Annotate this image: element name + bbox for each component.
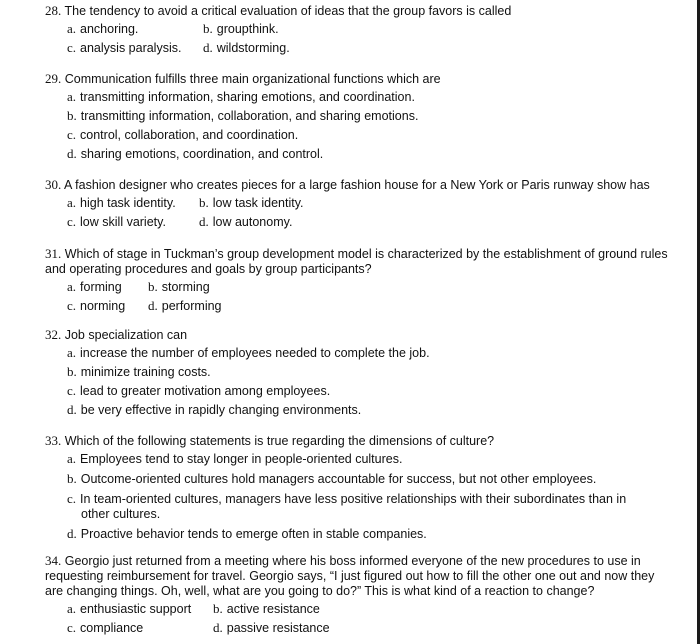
options-row <box>67 212 685 231</box>
option-a[interactable] <box>67 87 415 107</box>
option-letter: d. <box>67 402 77 417</box>
option-text: Proactive behavior tends to emerge often in stable companies. <box>80 527 427 541</box>
option-letter: b. <box>67 364 77 379</box>
options-row <box>67 599 665 618</box>
option-text: control, collaboration, and coordination. <box>80 128 299 142</box>
options-row <box>67 381 685 400</box>
option-d[interactable] <box>67 144 323 164</box>
option-letter: d. <box>213 620 223 635</box>
option-b[interactable] <box>203 19 279 39</box>
options-row <box>67 296 685 315</box>
option-text: transmitting information, collaboration, and sharing emotions. <box>80 109 419 123</box>
option-c[interactable] <box>67 491 641 522</box>
question-stem <box>45 3 685 19</box>
option-c[interactable] <box>67 296 125 316</box>
option-b[interactable] <box>67 362 211 382</box>
option-letter: d. <box>148 298 158 313</box>
option-letter: d. <box>199 214 209 229</box>
option-text: Outcome-oriented cultures hold managers accountable for success, but not other employees. <box>80 472 597 486</box>
options-row <box>67 38 685 57</box>
option-text: high task identity. <box>80 196 176 210</box>
option-b[interactable] <box>67 106 418 126</box>
option-letter: b. <box>203 21 213 36</box>
option-c[interactable] <box>67 618 143 638</box>
option-letter: b. <box>213 601 223 616</box>
option-b[interactable] <box>213 599 320 619</box>
option-text: storming <box>161 280 210 294</box>
question-30 <box>45 177 685 231</box>
option-text: low skill variety. <box>80 215 166 229</box>
question-33 <box>45 433 685 544</box>
option-text: Employees tend to stay longer in people-oriented cultures. <box>80 452 403 466</box>
question-stem <box>45 433 685 449</box>
option-text: enthusiastic support <box>80 602 192 616</box>
option-letter: c. <box>67 383 77 398</box>
option-d[interactable] <box>67 526 685 542</box>
option-text: sharing emotions, coordination, and control. <box>80 147 324 161</box>
option-c[interactable] <box>67 38 181 58</box>
option-a[interactable] <box>67 19 138 39</box>
question-number: 29. <box>45 71 62 86</box>
options-row <box>67 343 685 362</box>
option-letter: b. <box>67 108 77 123</box>
option-letter: c. <box>67 214 77 229</box>
question-31 <box>45 246 685 315</box>
option-letter: b. <box>199 195 209 210</box>
option-letter: a. <box>67 279 77 294</box>
options-row <box>67 106 685 125</box>
option-letter: a. <box>67 89 77 104</box>
option-text: compliance <box>80 621 144 635</box>
option-text: anchoring. <box>80 22 139 36</box>
question-number: 32. <box>45 327 62 342</box>
option-letter: a. <box>67 195 77 210</box>
question-number: 33. <box>45 433 62 448</box>
options-row <box>67 19 685 38</box>
option-text: performing <box>161 299 222 313</box>
option-c[interactable] <box>67 125 298 145</box>
option-letter: a. <box>67 21 77 36</box>
option-text: In team-oriented cultures, managers have less positive relationships with their subordinates than in other cultures. <box>80 492 627 521</box>
question-text: A fashion designer who creates pieces for a large fashion house for a New York or Paris runway show has <box>64 178 650 192</box>
options-row <box>67 400 685 419</box>
question-text: Job specialization can <box>64 328 188 342</box>
option-text: transmitting information, sharing emotions, and coordination. <box>80 90 415 104</box>
question-stem <box>45 177 685 193</box>
option-text: groupthink. <box>216 22 279 36</box>
question-stem <box>45 71 685 87</box>
question-stem <box>45 246 685 277</box>
question-28 <box>45 3 685 57</box>
option-letter: a. <box>67 451 77 466</box>
option-d[interactable] <box>203 38 290 58</box>
option-letter: c. <box>67 40 77 55</box>
options-row <box>67 362 685 381</box>
option-a[interactable] <box>67 343 430 363</box>
option-letter: b. <box>67 471 77 486</box>
option-text: forming <box>80 280 122 294</box>
option-b[interactable] <box>67 471 685 487</box>
option-text: be very effective in rapidly changing environments. <box>80 403 362 417</box>
question-text: Which of stage in Tuckman’s group development model is characterized by the establishment of ground rules and operating procedures and goals by group participants? <box>45 247 668 276</box>
option-text: low task identity. <box>212 196 304 210</box>
option-letter: c. <box>67 620 77 635</box>
option-text: lead to greater motivation among employees. <box>80 384 331 398</box>
option-text: passive resistance <box>226 621 330 635</box>
question-number: 31. <box>45 246 62 261</box>
option-a[interactable] <box>67 277 122 297</box>
options-row <box>67 144 685 163</box>
question-text: Which of the following statements is true regarding the dimensions of culture? <box>64 434 495 448</box>
option-d[interactable] <box>199 212 292 232</box>
option-letter: b. <box>148 279 158 294</box>
option-text: wildstorming. <box>216 41 290 55</box>
option-d[interactable] <box>67 400 361 420</box>
option-d[interactable] <box>213 618 330 638</box>
option-letter: a. <box>67 601 77 616</box>
question-stem <box>45 327 685 343</box>
question-29 <box>45 71 685 163</box>
option-letter: d. <box>67 146 77 161</box>
option-a[interactable] <box>67 451 685 467</box>
option-a[interactable] <box>67 599 191 619</box>
option-text: norming <box>80 299 126 313</box>
options-row <box>67 193 685 212</box>
option-letter: a. <box>67 345 77 360</box>
option-text: active resistance <box>226 602 320 616</box>
option-text: increase the number of employees needed to complete the job. <box>80 346 430 360</box>
question-text: The tendency to avoid a critical evaluation of ideas that the group favors is called <box>64 4 512 18</box>
option-a[interactable] <box>67 193 176 213</box>
option-b[interactable] <box>148 277 210 297</box>
question-34 <box>45 553 665 637</box>
option-letter: d. <box>67 526 77 541</box>
options-list <box>67 451 685 542</box>
question-text: Communication fulfills three main organizational functions which are <box>64 72 441 86</box>
option-letter: c. <box>67 298 77 313</box>
question-number: 28. <box>45 3 62 18</box>
options-row <box>67 618 665 637</box>
question-number: 34. <box>45 553 62 568</box>
question-stem <box>45 553 665 599</box>
option-letter: c. <box>67 127 77 142</box>
option-text: analysis paralysis. <box>80 41 182 55</box>
options-row <box>67 125 685 144</box>
question-text: Georgio just returned from a meeting where his boss informed everyone of the new procedures to use in requesting reimbursement for travel. Georgio says, “I just figured out how to fill the other one out and now they are changing things. Oh, well, what are you going to do?” This is what kind of a reaction to change? <box>45 554 655 598</box>
option-text: low autonomy. <box>212 215 293 229</box>
options-row <box>67 277 685 296</box>
option-letter: c. <box>67 491 77 506</box>
option-letter: d. <box>203 40 213 55</box>
option-d[interactable] <box>148 296 222 316</box>
option-c[interactable] <box>67 212 166 232</box>
question-number: 30. <box>45 177 62 192</box>
options-row <box>67 87 685 106</box>
question-32 <box>45 327 685 419</box>
option-text: minimize training costs. <box>80 365 211 379</box>
option-b[interactable] <box>199 193 304 213</box>
option-c[interactable] <box>67 381 330 401</box>
